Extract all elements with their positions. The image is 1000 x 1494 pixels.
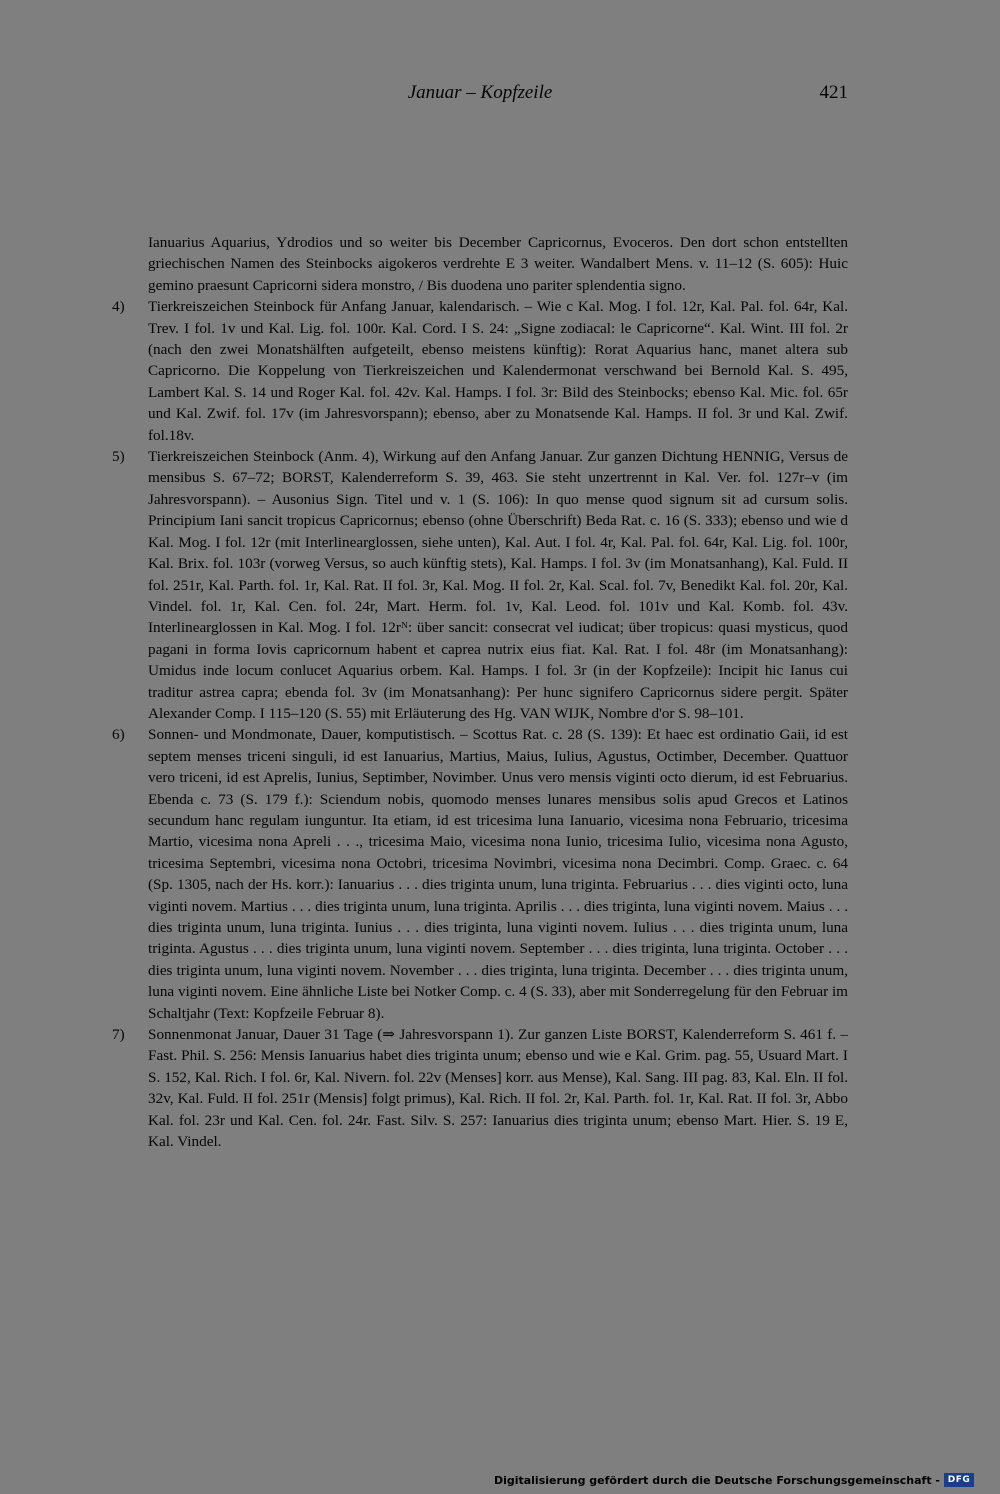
footnote-text: Sonnen- und Mondmonate, Dauer, komputistisch. – Scottus Rat. c. 28 (S. 139): Et haec est ordinatio Gaii, id est septem menses triceni singuli, id est Ianuarius, Martius, Maius, Iulius, Agustus, Octimber, December. Quattuor vero triceni, id est Aprelis, Iunius, Septimber, Novimber. Unus vero mensis viginti octo dierum, id est Februarius. Ebenda c. 73 (S. 179 f.): Sciendum nobis, quomodo menses lunares mensibus solis apud Grecos et Latinos secundum hanc regulam iunguntur. Ita etiam, id est tricesima luna Ianuario, vicesima nona Februario, tricesima Martio, vicesima nona Apreli . . ., tricesima Maio, vicesima nona Iunio, tricesima Iulio, vicesima nona Agusto, tricesima Septembri, vicesima nona Octobri, tricesima Novimbri, vicesima nona Decimbri. Comp. Graec. c. 64 (Sp. 1305, nach der Hs. korr.): Ianuarius . . . dies triginta unum, luna triginta. Februarius . . . dies viginti octo, luna viginti novem. Martius . . . dies triginta unum, luna triginta. Aprilis . . . dies triginta, luna viginti novem. Maius . . . dies triginta unum, luna triginta. Iunius . . . dies triginta, luna viginti novem. Iulius . . . dies triginta unum, luna triginta. Agustus . . . dies triginta unum, luna viginti novem. September . . . dies triginta, luna triginta. October . . . dies triginta unum, luna viginti novem. November . . . dies triginta, luna triginta. December . . . dies triginta unum, luna viginti novem. Eine ähnliche Liste bei Notker Comp. c. 4 (S. 33), aber mit Sonderregelung für den Februar im Schaltjahr (Text: Kopfzeile Februar 8). (148, 726, 848, 1022)
footnote-5 (112, 446, 848, 724)
footnote-4 (112, 296, 848, 446)
digitization-credit (494, 1472, 974, 1488)
footnote-text: Tierkreiszeichen Steinbock (Anm. 4), Wirkung auf den Anfang Januar. Zur ganzen Dichtung HENNIG, Versus de mensibus S. 67–72; BORST, Kalenderreform S. 39, 463. Sie steht unzertrennt in Kal. Ver. fol. 127r–v (im Jahresvorspann). – Ausonius Sign. Titel und v. 1 (S. 106): In quo mense quod signum sit ad cursum solis. Principium Iani sancit tropicus Capricornus; ebenso (ohne Überschrift) Beda Rat. c. 16 (S. 333); ebenso und wie d Kal. Mog. I fol. 12r (mit Interlinearglossen, siehe unten), Kal. Aut. I fol. 4r, Kal. Pal. fol. 64r, Kal. Lig. fol. 100r, Kal. Brix. fol. 103r (vorweg Versus, so auch künftig stets), Kal. Hamps. I fol. 3v (im Monatsanhang), Kal. Fuld. II fol. 251r, Kal. Parth. fol. 1r, Kal. Rat. II fol. 3r, Kal. Mog. II fol. 2r, Kal. Scal. fol. 7v, Benedikt Kal. fol. 20r, Kal. Vindel. fol. 1r, Kal. Cen. fol. 24r, Mart. Herm. fol. 1v, Kal. Leod. fol. 101v und Kal. Komb. fol. 43v. Interlinearglossen in Kal. Mog. I fol. 12rᴺ: über sancit: consecrat vel iudicat; über tropicus: quasi mysticus, quod pagani in forma Iovis capricornum habent et caprea nutrix eius fiat. Kal. Rat. I fol. 48r (im Monatsanhang): Umidus inde locum conlucet Aquarius orbem. Kal. Hamps. I fol. 3r (in der Kopfzeile): Incipit hic Ianus cui traditur astrea capra; ebenda fol. 3v (im Monatsanhang): Per hunc signifero Capricornus sidere pergit. Später Alexander Comp. I 115–120 (S. 55) mit Erläuterung des Hg. VAN WIJK, Nombre d'or S. 98–101. (148, 448, 848, 722)
main-text (112, 232, 848, 1152)
footnote-number: 7) (112, 1026, 125, 1044)
footnote-number: 4) (112, 298, 125, 316)
page-header (0, 80, 1000, 110)
page-number: 421 (819, 82, 848, 103)
footnote-text: Sonnenmonat Januar, Dauer 31 Tage (⇒ Jahresvorspann 1). Zur ganzen Liste BORST, Kalenderreform S. 461 f. – Fast. Phil. S. 256: Mensis Ianuarius habet dies triginta unum; ebenso und wie e Kal. Grim. pag. 55, Usuard Mart. I S. 152, Kal. Rich. I fol. 6r, Kal. Nivern. fol. 22v (Menses] korr. aus Mense), Kal. Sang. III pag. 83, Kal. Eln. II fol. 32v, Kal. Fuld. II fol. 251r (Mensis] folgt primus), Kal. Rich. II fol. 2r, Kal. Parth. fol. 1r, Kal. Rat. II fol. 3r, Abbo Kal. fol. 23r und Kal. Cen. fol. 24r. Fast. Silv. S. 257: Ianuarius dies triginta unum; ebenso Mart. Hier. S. 19 E, Kal. Vindel. (148, 1026, 848, 1151)
dfg-logo-icon: DFG (944, 1473, 974, 1487)
footnote-6 (112, 724, 848, 1024)
footnote-number: 6) (112, 726, 125, 744)
credit-text: Digitalisierung gefördert durch die Deutsche Forschungsgemeinschaft - (493, 1473, 940, 1487)
footnote-text: Tierkreiszeichen Steinbock für Anfang Januar, kalendarisch. – Wie c Kal. Mog. I fol. 12r, Kal. Pal. fol. 64r, Kal. Trev. I fol. 1v und Kal. Lig. fol. 100r. Kal. Cord. I S. 24: „Signe zodiacal: le Capricorne“. Kal. Wint. III fol. 2r (nach den zwei Monatshälften aufgeteilt, ebenso meistens künftig): Rorat Aquarius hanc, manet altera sub Capricorno. Die Koppelung von Tierkreiszeichen und Kalendermonat verschwand bei Bernold Kal. S. 495, Lambert Kal. S. 14 und Roger Kal. fol. 42v. Kal. Hamps. I fol. 3r: Bild des Steinbocks; ebenso Kal. Mic. fol. 65r und Kal. Zwif. fol. 17v (im Jahresvorspann); ebenso, aber zu Monatsende Kal. Hamps. II fol. 3r und Kal. Zwif. fol.18v. (148, 298, 848, 444)
intro-paragraph: Ianuarius Aquarius, Ydrodios und so weiter bis December Capricornus, Evoceros. Den dort schon entstellten griechischen Namen des Steinbocks aigokeros verdrehte E 3 weiter. Wandalbert Mens. v. 11–12 (S. 605): Huic gemino praesunt Capricorni sidera monstro, / Bis duodena uno pariter splendentia signo. (148, 234, 848, 294)
running-title: Januar – Kopfzeile (407, 82, 553, 103)
footnote-7 (112, 1024, 848, 1152)
footnote-number: 5) (112, 448, 125, 466)
